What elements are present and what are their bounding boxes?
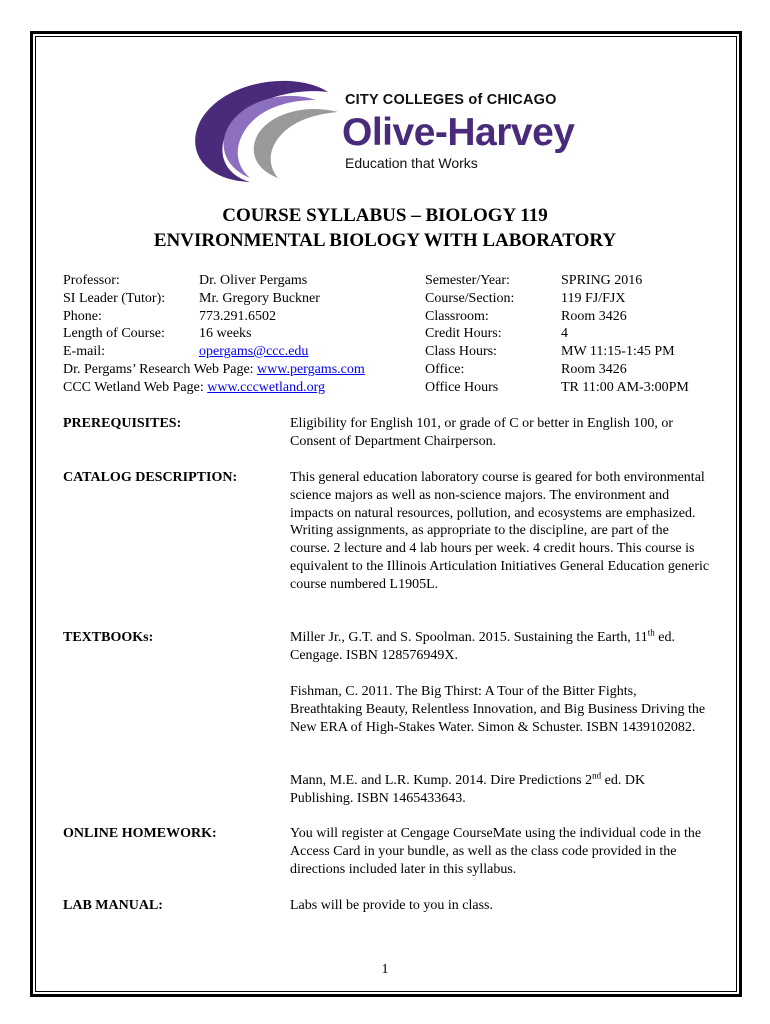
info-label-class-hours: Class Hours:	[425, 344, 497, 359]
info-label-classroom: Classroom:	[425, 309, 489, 324]
prerequisites-paragraph: Eligibility for English 101, or grade of C or better in English 100, or Consent of Department Chairperson.	[290, 416, 673, 449]
textbook-1-text-a: Miller Jr., G.T. and S. Spoolman. 2015. Sustaining the Earth, 11	[290, 630, 648, 645]
lab-manual-heading: LAB MANUAL:	[63, 898, 163, 913]
info-label-office-hours: Office Hours	[425, 380, 499, 395]
logo-tagline: Education that Works	[345, 155, 478, 171]
research-web-page-line	[63, 361, 365, 379]
info-label-length: Length of Course:	[63, 326, 165, 341]
info-label-office: Office:	[425, 362, 465, 377]
textbook-1-text-b: ed. Cengage. ISBN 128576949X.	[290, 630, 675, 663]
info-value-section: 119 FJ/FJX	[561, 291, 626, 306]
catalog-description-paragraph: This general education laboratory course is geared for both environmental science majors as well as non-science majors. The environment and impacts on natural resources, pollution, and ecosystems are emphasized. Writing assignments, as appropriate to the discipline, are part of the course. 2 lecture and 4 lab hours per week. 4 credit hours. This course is equivalent to the Illinois Articulation Initiatives General Education generic course numbered L1905L.	[290, 470, 710, 592]
textbook-1-superscript: th	[647, 627, 655, 638]
catalog-description-heading: CATALOG DESCRIPTION:	[63, 470, 238, 485]
info-value-length: 16 weeks	[199, 326, 252, 341]
prerequisites-text	[290, 415, 710, 451]
online-homework-heading: ONLINE HOMEWORK:	[63, 826, 217, 841]
logo-college-name: Olive-Harvey	[342, 111, 575, 154]
info-label-semester: Semester/Year:	[425, 273, 510, 288]
info-value-si-leader: Mr. Gregory Buckner	[199, 291, 320, 306]
wetland-web-page-link[interactable]: www.cccwetland.org	[207, 380, 326, 395]
textbook-3	[290, 772, 710, 808]
info-value-class-hours: MW 11:15-1:45 PM	[561, 344, 675, 359]
catalog-description-text	[290, 469, 710, 594]
syllabus-title: COURSE SYLLABUS – BIOLOGY 119	[222, 205, 548, 226]
info-value-credit-hours: 4	[561, 326, 568, 341]
info-label-professor: Professor:	[63, 273, 120, 288]
textbook-2	[290, 683, 710, 736]
online-homework-paragraph: You will register at Cengage CourseMate using the individual code in the Access Card in your bundle, as well as the class code provided in the directions included later in this syllabus.	[290, 826, 702, 877]
textbooks-heading: TEXTBOOKs:	[63, 630, 154, 645]
info-value-semester: SPRING 2016	[561, 273, 643, 288]
page-number: 1	[381, 962, 389, 977]
textbook-3-text-b: ed. DK Publishing. ISBN 1465433643.	[290, 773, 646, 806]
info-value-phone: 773.291.6502	[199, 309, 276, 324]
textbook-2-text: Fishman, C. 2011. The Big Thirst: A Tour of the Bitter Fights, Breathtaking Beauty, Relentless Innovation, and Big Business Driving the New ERA of High-Stakes Water. Simon & Schuster. ISBN 1439102082.	[290, 684, 706, 735]
research-web-page-label: Dr. Pergams’ Research Web Page:	[63, 362, 258, 377]
textbook-3-text-a: Mann, M.E. and L.R. Kump. 2014. Dire Predictions 2	[290, 773, 593, 788]
wetland-web-page-label: CCC Wetland Web Page:	[63, 380, 208, 395]
info-value-classroom: Room 3426	[561, 309, 627, 324]
online-homework-text	[290, 825, 710, 878]
textbook-3-superscript: nd	[592, 770, 602, 781]
wetland-web-page-line	[63, 379, 325, 397]
lab-manual-text	[290, 897, 710, 915]
info-label-section: Course/Section:	[425, 291, 515, 306]
textbook-1	[290, 629, 710, 665]
info-label-email: E-mail:	[63, 344, 105, 359]
lab-manual-paragraph: Labs will be provide to you in class.	[290, 898, 493, 913]
info-label-credit-hours: Credit Hours:	[425, 326, 502, 341]
logo-top-line: CITY COLLEGES of CHICAGO	[345, 92, 557, 108]
prerequisites-heading: PREREQUISITES:	[63, 416, 182, 431]
email-link[interactable]: opergams@ccc.edu	[199, 344, 309, 359]
info-value-office: Room 3426	[561, 362, 627, 377]
course-name-title: ENVIRONMENTAL BIOLOGY WITH LABORATORY	[153, 230, 617, 251]
info-value-professor: Dr. Oliver Pergams	[199, 273, 308, 288]
info-value-office-hours: TR 11:00 AM-3:00PM	[561, 380, 689, 395]
info-label-phone: Phone:	[63, 309, 102, 324]
college-swoosh-logo	[188, 78, 338, 188]
research-web-page-link[interactable]: www.pergams.com	[257, 362, 365, 377]
info-label-si-leader: SI Leader (Tutor):	[63, 291, 166, 306]
